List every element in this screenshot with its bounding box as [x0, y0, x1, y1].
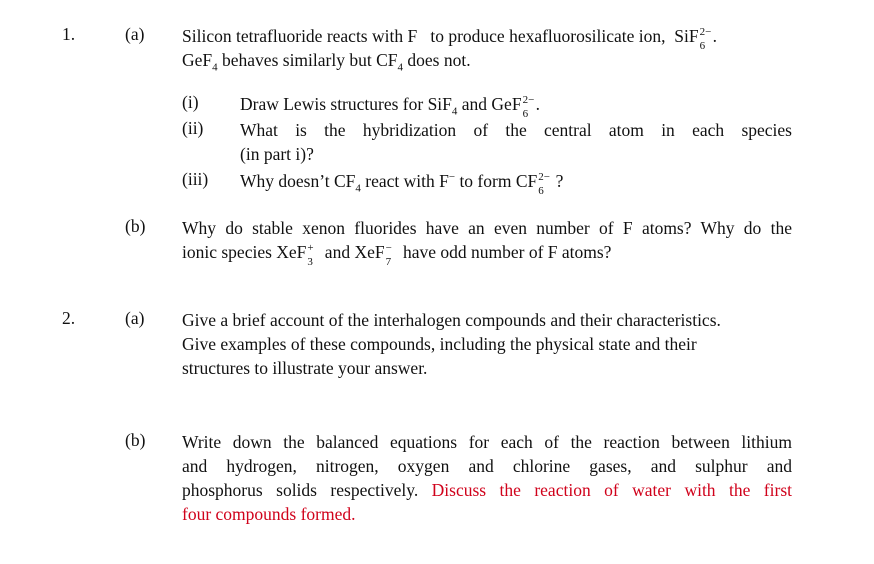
q2b-line1: Write down the balanced equations for each of the reaction between lithium [182, 432, 792, 452]
q2a-line2: Give examples of these compounds, including the physical state and their [182, 334, 697, 354]
part-label-2b: (b) [125, 430, 146, 450]
q2b-line4-red: four compounds formed. [182, 504, 356, 524]
subpart-label-ii: (ii) [182, 118, 204, 138]
q1a-iii-text: Why doesn’t $CF_4$ react with F− to form CF 2− 6 ? [240, 171, 564, 197]
subpart-label-iii: (iii) [182, 169, 209, 189]
subpart-label-i: (i) [182, 92, 199, 112]
q1a-ii-line1: What is the hybridization of the central atom in each species [240, 120, 792, 140]
q1b-line1: Why do stable xenon fluorides have an even number of F atoms? Why do the [182, 218, 792, 238]
question-number-1: 1. [62, 24, 76, 44]
q2a-line3: structures to illustrate your answer. [182, 358, 428, 378]
q1a-ii-line2: (in part i)? [240, 144, 314, 164]
part-label-1a: (a) [125, 24, 145, 44]
q1a-line2: GeF$_4$ behaves similarly but $CF_4$ does not. [182, 50, 471, 74]
q2b-line2: and hydrogen, nitrogen, oxygen and chlorine gases, and sulphur and [182, 456, 792, 476]
part-label-1b: (b) [125, 216, 146, 236]
q1b-line2: ionic species XeF + 3 and XeF − 7 have odd number of F atoms? [182, 242, 612, 268]
q1a-line1: Silicon tetrafluoride reacts with F to produce hexafluorosilicate ion, SiF 2− 6 . [182, 26, 717, 52]
question-number-2: 2. [62, 308, 76, 328]
q2b-line3 [182, 478, 792, 502]
q1a-i-text: Draw Lewis structures for SiF$_4$ and GeF 2− 6 . [240, 94, 540, 120]
part-label-2a: (a) [125, 308, 145, 328]
q2a-line1: Give a brief account of the interhalogen compounds and their characteristics. [182, 310, 721, 330]
q2b-line3-black: phosphorus solids respectively. [182, 480, 419, 500]
q2b-line3-red: Discuss the reaction of water with the first [431, 480, 792, 500]
